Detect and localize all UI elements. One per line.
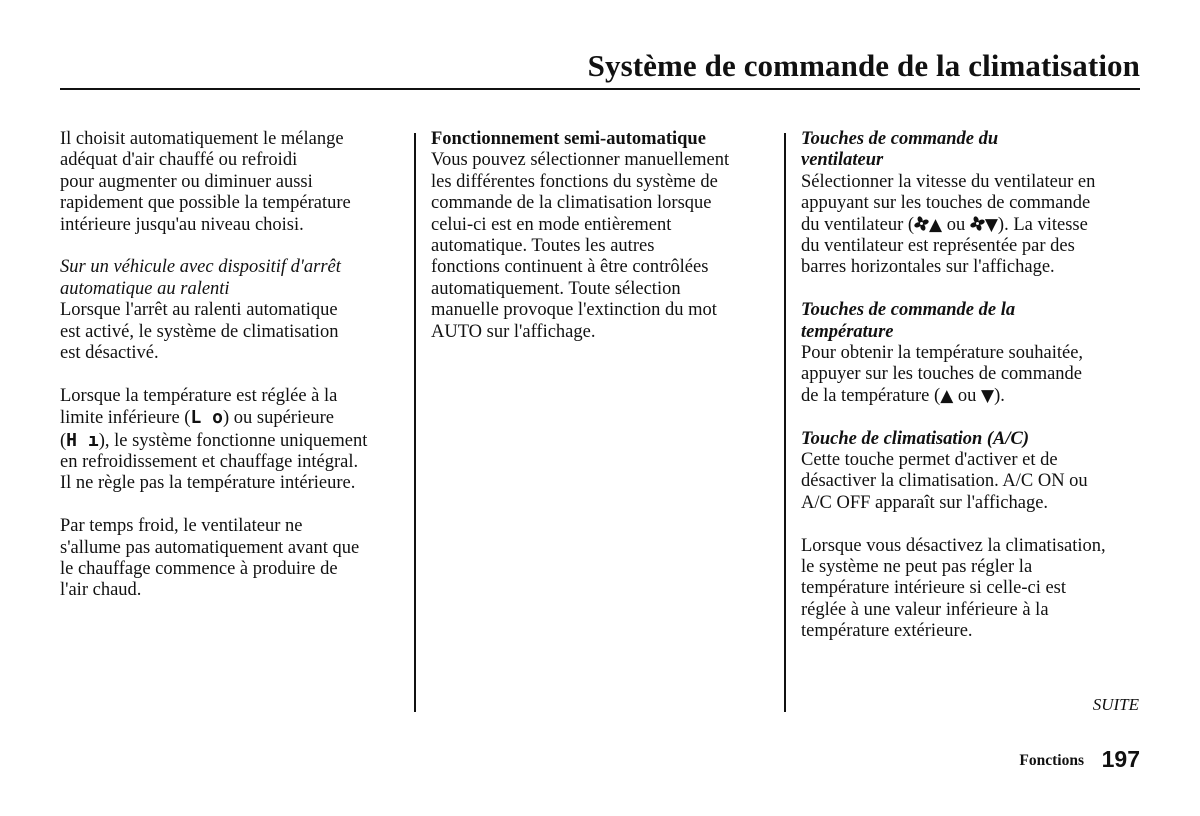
text-line: Par temps froid, le ventilateur ne <box>60 516 303 537</box>
text-fragment: limite inférieure ( <box>60 408 191 429</box>
text-line: température <box>801 321 894 342</box>
text-fragment: du ventilateur ( <box>801 214 915 235</box>
text-line: automatique au ralenti <box>60 278 230 299</box>
text-line: en refroidissement et chauffage intégral. <box>60 452 359 473</box>
text-line: pour augmenter ou diminuer aussi <box>60 171 313 192</box>
auto-mix-paragraph <box>60 129 405 236</box>
hi-display-symbol: H ı <box>66 429 99 451</box>
text-line: Fonctionnement semi-automatique <box>431 129 706 149</box>
footer-section-name: Fonctions <box>1019 752 1084 769</box>
text-line: commande de la climatisation lorsque <box>431 193 712 214</box>
fan-control-paragraph <box>801 172 1146 279</box>
up-arrow-icon: ▲ <box>929 214 943 235</box>
column-divider-right <box>784 133 786 712</box>
down-arrow-icon: ▼ <box>984 214 998 235</box>
text-fragment: ou <box>942 214 970 235</box>
text-line: A/C OFF apparaît sur l'affichage. <box>801 492 1049 513</box>
semi-auto-heading <box>431 129 776 150</box>
fan-control-heading <box>801 129 1146 172</box>
text-line <box>801 215 1146 236</box>
text-line: Il choisit automatiquement le mélange <box>60 129 344 149</box>
text-line: Vous pouvez sélectionner manuellement <box>431 150 730 171</box>
text-line: le système ne peut pas régler la <box>801 557 1033 578</box>
text-line: le chauffage commence à produire de <box>60 559 338 580</box>
page-title: Système de commande de la climatisation <box>587 48 1140 83</box>
text-fragment: ) ou supérieure <box>222 408 334 429</box>
text-line: est désactivé. <box>60 343 159 364</box>
column-divider-left <box>414 133 416 712</box>
text-line: l'air chaud. <box>60 580 142 601</box>
text-fragment: ), le système fonctionne uniquement <box>98 430 368 451</box>
down-arrow-icon: ▼ <box>981 385 995 406</box>
text-fragment: ( <box>60 430 67 451</box>
page-number: 197 <box>1101 746 1140 772</box>
text-line: Cette touche permet d'activer et de <box>801 450 1058 471</box>
text-line: température extérieure. <box>801 621 973 642</box>
text-line: Lorsque vous désactivez la climatisation, <box>801 535 1106 556</box>
text-line: Sélectionner la vitesse du ventilateur en <box>801 171 1096 192</box>
text-line: automatique. Toutes les autres <box>431 236 655 257</box>
text-line: Sur un véhicule avec dispositif d'arrêt <box>60 257 341 278</box>
semi-auto-paragraph <box>431 150 776 343</box>
temperature-control-heading <box>801 300 1146 343</box>
text-line: s'allume pas automatiquement avant que <box>60 537 360 558</box>
text-line: désactiver la climatisation. A/C ON ou <box>801 471 1088 492</box>
text-line: réglée à une valeur inférieure à la <box>801 599 1049 620</box>
text-line: barres horizontales sur l'affichage. <box>801 257 1055 278</box>
text-line <box>60 430 405 452</box>
text-line <box>801 386 1146 407</box>
text-fragment: ). La vitesse <box>997 214 1088 235</box>
text-line: Lorsque la température est réglée à la <box>60 385 338 406</box>
title-rule <box>60 88 1140 90</box>
text-line: AUTO sur l'affichage. <box>431 321 596 342</box>
temperature-limit-paragraph <box>60 386 405 495</box>
text-line: intérieure jusqu'au niveau choisi. <box>60 214 304 235</box>
text-line: Lorsque l'arrêt au ralenti automatique <box>60 300 338 321</box>
fan-icon <box>914 216 929 231</box>
text-line: Touches de commande de la <box>801 300 1016 321</box>
text-line: celui-ci est en mode entièrement <box>431 214 672 235</box>
text-line: les différentes fonctions du système de <box>431 171 718 192</box>
text-line: automatiquement. Toute sélection <box>431 278 681 299</box>
text-line <box>60 407 405 429</box>
text-line: Touches de commande du <box>801 129 999 149</box>
text-line: température intérieure si celle-ci est <box>801 578 1067 599</box>
ac-button-paragraph <box>801 450 1146 514</box>
idle-stop-paragraph <box>60 300 405 364</box>
text-line: du ventilateur est représentée par des <box>801 236 1075 257</box>
column-2 <box>431 129 776 343</box>
text-line: manuelle provoque l'extinction du mot <box>431 300 717 321</box>
ac-button-heading <box>801 429 1146 450</box>
text-line: Il ne règle pas la température intérieure. <box>60 473 356 494</box>
text-line: adéquat d'air chauffé ou refroidi <box>60 150 298 171</box>
text-line: est activé, le système de climatisation <box>60 321 339 342</box>
text-line: appuyant sur les touches de commande <box>801 193 1091 214</box>
idle-stop-heading <box>60 257 405 300</box>
text-line: Pour obtenir la température souhaitée, <box>801 343 1084 364</box>
text-line: Touche de climatisation (A/C) <box>801 428 1030 449</box>
column-1 <box>60 129 405 602</box>
temperature-control-paragraph <box>801 343 1146 407</box>
fan-icon <box>970 216 985 231</box>
text-line: appuyer sur les touches de commande <box>801 364 1083 385</box>
text-fragment: ou <box>953 385 982 406</box>
up-arrow-icon: ▲ <box>940 385 954 406</box>
text-line: ventilateur <box>801 150 884 171</box>
text-fragment: de la température ( <box>801 385 941 406</box>
cold-weather-paragraph <box>60 516 405 602</box>
text-line: rapidement que possible la température <box>60 193 351 214</box>
text-line: fonctions continuent à être contrôlées <box>431 257 709 278</box>
continued-label: SUITE <box>1092 695 1139 714</box>
column-3 <box>801 129 1146 643</box>
text-fragment: ). <box>994 385 1005 406</box>
lo-display-symbol: L o <box>190 407 223 429</box>
ac-off-paragraph <box>801 536 1146 643</box>
